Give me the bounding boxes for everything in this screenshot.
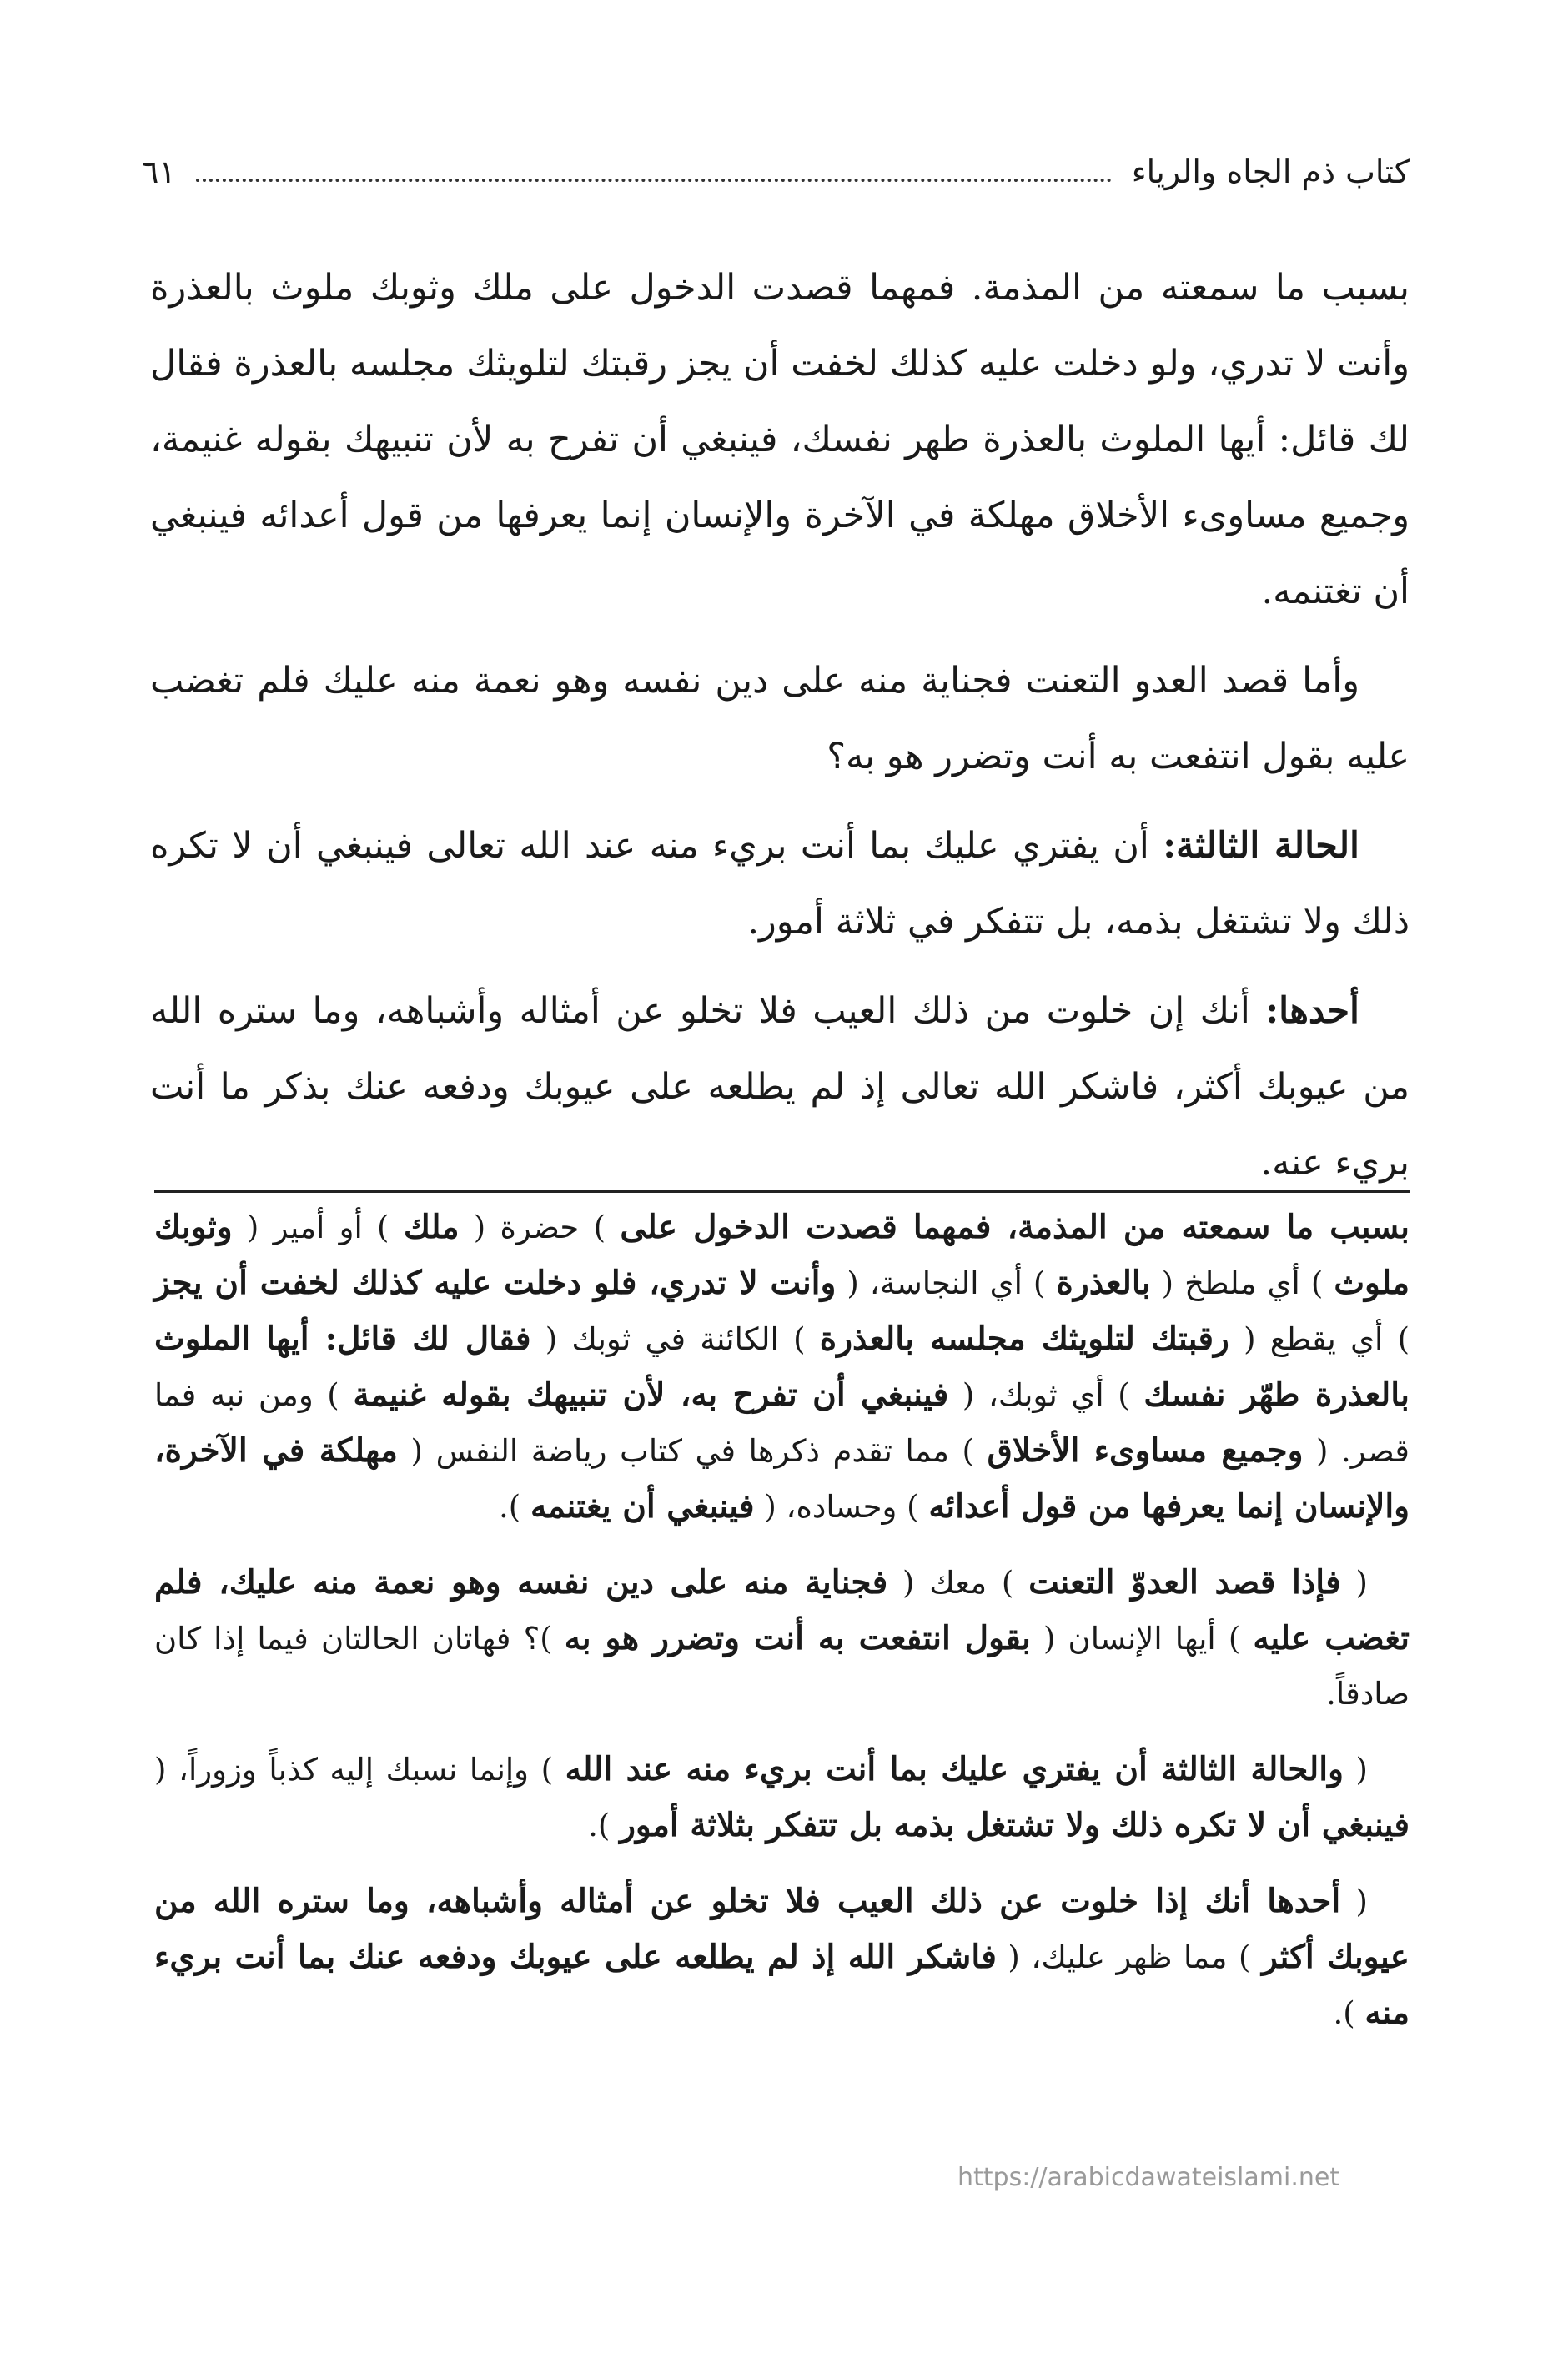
- quoted-text: مهلكة في الآخرة، والإنسان إنما يعرفها من قول أعدائه: [154, 1431, 1410, 1526]
- quoted-text: فقال لك قائل: أيها الملوث بالعذرة طهّر نفسك: [154, 1320, 1410, 1414]
- gloss-text: (: [1340, 1884, 1368, 1919]
- paragraph-text: أنك إن خلوت من ذلك العيب فلا تخلو عن أمثاله وأشباهه، وما ستره الله من عيوبك أكثر، فاشكر الله تعالى إذ لم يطلعه على عيوبك ودفعه عنك بذكر ما أنت بريء عنه.: [150, 990, 1410, 1184]
- quoted-text: وجميع مساوىء الأخلاق: [987, 1431, 1304, 1470]
- gloss-text: ) أيها الإنسان (: [1030, 1621, 1254, 1657]
- paragraph-text: أن يفتري عليك بما أنت بريء منه عند الله تعالى فينبغي أن لا تكره ذلك ولا تشتغل بذمه، بل تتفكر في ثلاثة أمور.: [150, 825, 1410, 943]
- gloss-text: ) الكائنة في ثوبك (: [530, 1321, 820, 1357]
- main-paragraph: [150, 808, 1410, 960]
- gloss-text: ) مما ظهر عليك، (: [996, 1939, 1263, 1975]
- quoted-text: بالعذرة: [1056, 1264, 1151, 1302]
- quoted-text: بقول انتفعت به أنت وتضرر هو به: [564, 1619, 1031, 1657]
- section-heading: الحالة الثالثة:: [1163, 825, 1359, 867]
- quoted-text: والحالة الثالثة أن يفتري عليك بما أنت بريء منه عند الله: [565, 1750, 1344, 1788]
- quoted-text: ملك: [403, 1208, 460, 1246]
- quoted-text: فينبغي أن يغتنمه: [530, 1487, 755, 1526]
- quoted-text: فإذا قصد العدوّ التعنت: [1028, 1563, 1341, 1602]
- gloss-text: ) معك (: [887, 1565, 1029, 1601]
- dotted-leader: [196, 179, 1112, 182]
- book-title: كتاب ذم الجاه والرياء: [1131, 153, 1410, 190]
- quoted-text: فجناية منه على دين نفسه وهو نعمة منه عليك، فلم تغضب عليه: [154, 1563, 1410, 1657]
- main-paragraph: [150, 973, 1410, 1201]
- gloss-text: ) وإنما نسبك إليه كذباً وزوراً، (: [154, 1752, 565, 1788]
- gloss-text: ).: [1333, 1995, 1365, 2031]
- quoted-text: فاشكر الله إذ لم يطلعه على عيوبك ودفعه عنك بما أنت بريء منه: [154, 1938, 1410, 2032]
- quoted-text: بسبب ما سمعته من المذمة، فمهما قصدت الدخول على: [620, 1208, 1410, 1246]
- gloss-text: ) أي يقطع (: [1229, 1321, 1410, 1357]
- gloss-text: ).: [588, 1808, 621, 1843]
- quoted-text: وثوبك ملوث: [154, 1208, 1410, 1302]
- gloss-text: (: [1340, 1565, 1368, 1601]
- watermark-url: https://arabicdawateislami.net: [957, 2163, 1340, 2192]
- gloss-text: ) أي ثوبك، (: [948, 1377, 1144, 1413]
- footnote-divider: [154, 1190, 1410, 1193]
- gloss-text: (: [1343, 1752, 1368, 1788]
- gloss-text: ) مما تقدم ذكرها في كتاب رياضة النفس (: [397, 1433, 988, 1469]
- commentary: [154, 1200, 1410, 2061]
- commentary-paragraph: [154, 1874, 1410, 2041]
- gloss-text: ) حضرة (: [459, 1210, 621, 1245]
- gloss-text: ) وحساده، (: [754, 1489, 929, 1525]
- gloss-text: ) أو أمير (: [232, 1210, 404, 1245]
- commentary-paragraph: [154, 1555, 1410, 1722]
- quoted-text: فينبغي أن تفرح به، لأن تنبيهك بقوله غنيمة: [353, 1376, 949, 1414]
- quoted-text: أحدها أنك إذا خلوت عن ذلك العيب فلا تخلو عن أمثاله وأشباهه، وما ستره الله من عيوبك أكثر: [154, 1882, 1410, 1976]
- gloss-text: )؟ فهاتان الحالتان فيما إذا كان صادقاً.: [154, 1621, 1410, 1712]
- running-header: [142, 147, 1410, 197]
- main-paragraph: بسبب ما سمعته من المذمة. فمهما قصدت الدخول على ملك وثوبك ملوث بالعذرة وأنت لا تدري، ولو دخلت عليه كذلك لخفت أن يجز رقبتك لتلويثك مجلسه بالعذرة فقال لك قائل: أيها الملوث بالعذرة طهر نفسك، فينبغي أن تفرح به لأن تنبيهك بقوله غنيمة، وجميع مساوىء الأخلاق مهلكة في الآخرة والإنسان إنما يعرفها من قول أعدائه فينبغي أن تغتنمه.: [150, 267, 1410, 612]
- gloss-text: ) ومن نبه فما قصر. (: [154, 1377, 1410, 1469]
- quoted-text: وأنت لا تدري، فلو دخلت عليه كذلك لخفت أن يجز: [154, 1264, 837, 1302]
- page-number: ٦١: [142, 153, 176, 190]
- main-text: [150, 250, 1410, 1215]
- main-paragraph: وأما قصد العدو التعنت فجناية منه على دين نفسه وهو نعمة منه عليك فلم تغضب عليه بقول انتفعت به أنت وتضرر هو به؟: [150, 660, 1410, 777]
- gloss-text: ) أي النجاسة، (: [836, 1265, 1057, 1301]
- quoted-text: رقبتك لتلويثك مجلسه بالعذرة: [819, 1320, 1229, 1358]
- gloss-text: ) أي ملطخ (: [1150, 1265, 1334, 1301]
- commentary-paragraph: [154, 1200, 1410, 1535]
- commentary-paragraph: [154, 1742, 1410, 1853]
- section-heading: أحدها:: [1265, 990, 1359, 1032]
- gloss-text: ).: [499, 1489, 530, 1525]
- quoted-text: فينبغي أن لا تكره ذلك ولا تشتغل بذمه بل تتفكر بثلاثة أمور: [620, 1806, 1410, 1844]
